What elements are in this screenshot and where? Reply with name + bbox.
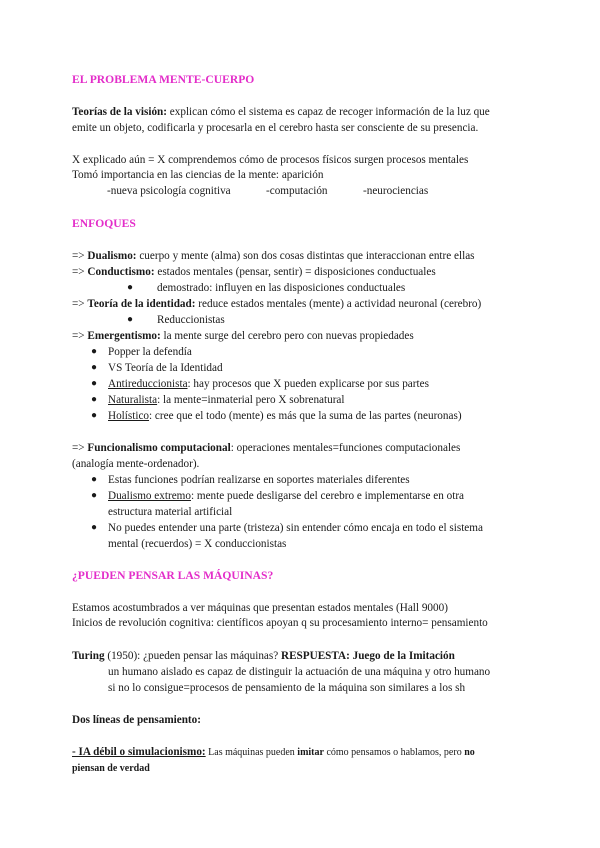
func-bullet-3-cont: mental (recuerdos) = X conduccionistas [108,538,287,550]
funcionalismo-text: : operaciones mentales=funciones computacionales [230,442,461,454]
ia-debil-imitar: imitar [297,747,324,758]
identidad-line [72,296,481,312]
ia-debil-piensan: piensan de verdad [72,763,150,774]
page-title: EL PROBLEMA MENTE-CUERPO [72,73,255,86]
importance-line: Tomó importancia en las ciencias de la mente: aparición [72,169,324,181]
dos-lineas-text: Dos líneas de pensamiento: [72,714,201,726]
field-neurociencias: -neurociencias [363,185,429,197]
maquinas-line-2: Inicios de revolución cognitiva: científicos apoyan q su procesamiento interno= pensamiento [72,617,488,629]
arrow: => [72,250,88,262]
explained-line: X explicado aún = X comprendemos cómo de procesos físicos surgen procesos mentales [72,154,469,166]
funcionalismo-line [72,440,460,456]
bullet-icon: ● [91,522,98,533]
emerg-bullet-1: Popper la defendía [108,346,192,358]
vision-text-1: explican cómo el sistema es capaz de recoger información de la luz que [167,106,490,118]
maquinas-line-1: Estamos acostumbrados a ver máquinas que presentan estados mentales (Hall 9000) [72,602,448,614]
identidad-term: Teoría de la identidad: [87,298,196,310]
naturalista-term: Naturalista [108,394,158,406]
turing-line-2: un humano aislado es capaz de distinguir la actuación de una máquina y otro humano [108,666,491,678]
arrow: => [72,442,88,454]
emerg-bullet-2: VS Teoría de la Identidad [108,362,223,374]
identidad-text: reduce estados mentales (mente) a actividad neuronal (cerebro) [195,298,482,310]
holistico-text: : cree que el todo (mente) es más que la suma de las partes (neuronas) [149,410,462,422]
bullet-icon: ● [91,346,98,357]
vision-line-2: emite un objeto, codificarla y procesarla en el cerebro hasta ser consciente de su presencia. [72,122,479,134]
emergentismo-line [72,328,414,344]
naturalista-text: : la mente=inmaterial pero X sobrenatural [157,394,345,406]
emerg-bullet-3 [108,376,429,392]
ia-debil-no: no [464,747,475,758]
ia-debil-line [72,744,475,761]
funcionalismo-term: Funcionalismo computacional [87,442,231,454]
arrow: => [72,266,88,278]
ia-debil-text-2: cómo pensamos o hablamos, pero [323,747,465,758]
ia-debil-line-2 [72,760,150,777]
conductismo-line [72,264,436,280]
field-computacion: -computación [266,185,328,197]
field-psicologia: -nueva psicología cognitiva [107,185,231,197]
maquinas-heading: ¿PUEDEN PENSAR LAS MÁQUINAS? [72,569,274,582]
emergentismo-text: la mente surge del cerebro pero con nuevas propiedades [160,330,414,342]
vision-line-1 [72,104,490,120]
arrow: => [72,298,88,310]
dualismo-line [72,248,475,264]
bullet-icon: ● [91,410,98,421]
ia-debil-term: - IA débil o simulacionismo: [72,746,206,758]
dualismo-extremo-text: : mente puede desligarse del cerebro e implementarse en otra [190,490,465,502]
turing-line-3: si no lo consigue=procesos de pensamiento de la máquina son similares a los sh [108,682,466,694]
bullet-icon: ● [91,378,98,389]
conductismo-sub: demostrado: influyen en las disposiciones conductuales [157,282,406,294]
arrow: => [72,330,88,342]
dualismo-text: cuerpo y mente (alma) son dos cosas distintas que interaccionan entre ellas [136,250,475,262]
enfoques-heading: ENFOQUES [72,217,136,230]
vision-term: Teorías de la visión: [72,106,167,118]
func-bullet-2 [108,488,464,504]
func-bullet-2-cont: estructura material artificial [108,506,233,518]
emerg-bullet-5 [108,408,462,424]
bullet-icon: ● [91,490,98,501]
bullet-icon: ● [91,394,98,405]
bullet-icon: ● [127,314,134,325]
emerg-bullet-4 [108,392,345,408]
conductismo-text: estados mentales (pensar, sentir) = disposiciones conductuales [154,266,436,278]
bullet-icon: ● [91,474,98,485]
dos-lineas-heading [72,712,201,728]
dualismo-term: Dualismo: [87,250,137,262]
bullet-icon: ● [91,362,98,373]
turing-line [72,648,455,664]
dualismo-extremo-term: Dualismo extremo [108,490,191,502]
conductismo-term: Conductismo: [87,266,155,278]
turing-text: (1950): ¿pueden pensar las máquinas? [104,650,282,662]
turing-term: Turing [72,650,105,662]
funcionalismo-line-2: (analogía mente-ordenador). [72,458,200,470]
func-bullet-1: Estas funciones podrían realizarse en soportes materiales diferentes [108,474,410,486]
func-bullet-3: No puedes entender una parte (tristeza) sin entender cómo encaja en todo el sistema [108,522,483,534]
bullet-icon: ● [127,282,134,293]
holistico-term: Holístico [108,410,150,422]
antireduccionista-term: Antireduccionista [108,378,188,390]
antireduccionista-text: : hay procesos que X pueden explicarse por sus partes [187,378,429,390]
emergentismo-term: Emergentismo: [87,330,161,342]
identidad-sub: Reduccionistas [157,314,225,326]
ia-debil-text-1: Las máquinas pueden [205,747,298,758]
turing-answer: RESPUESTA: Juego de la Imitación [281,650,455,662]
